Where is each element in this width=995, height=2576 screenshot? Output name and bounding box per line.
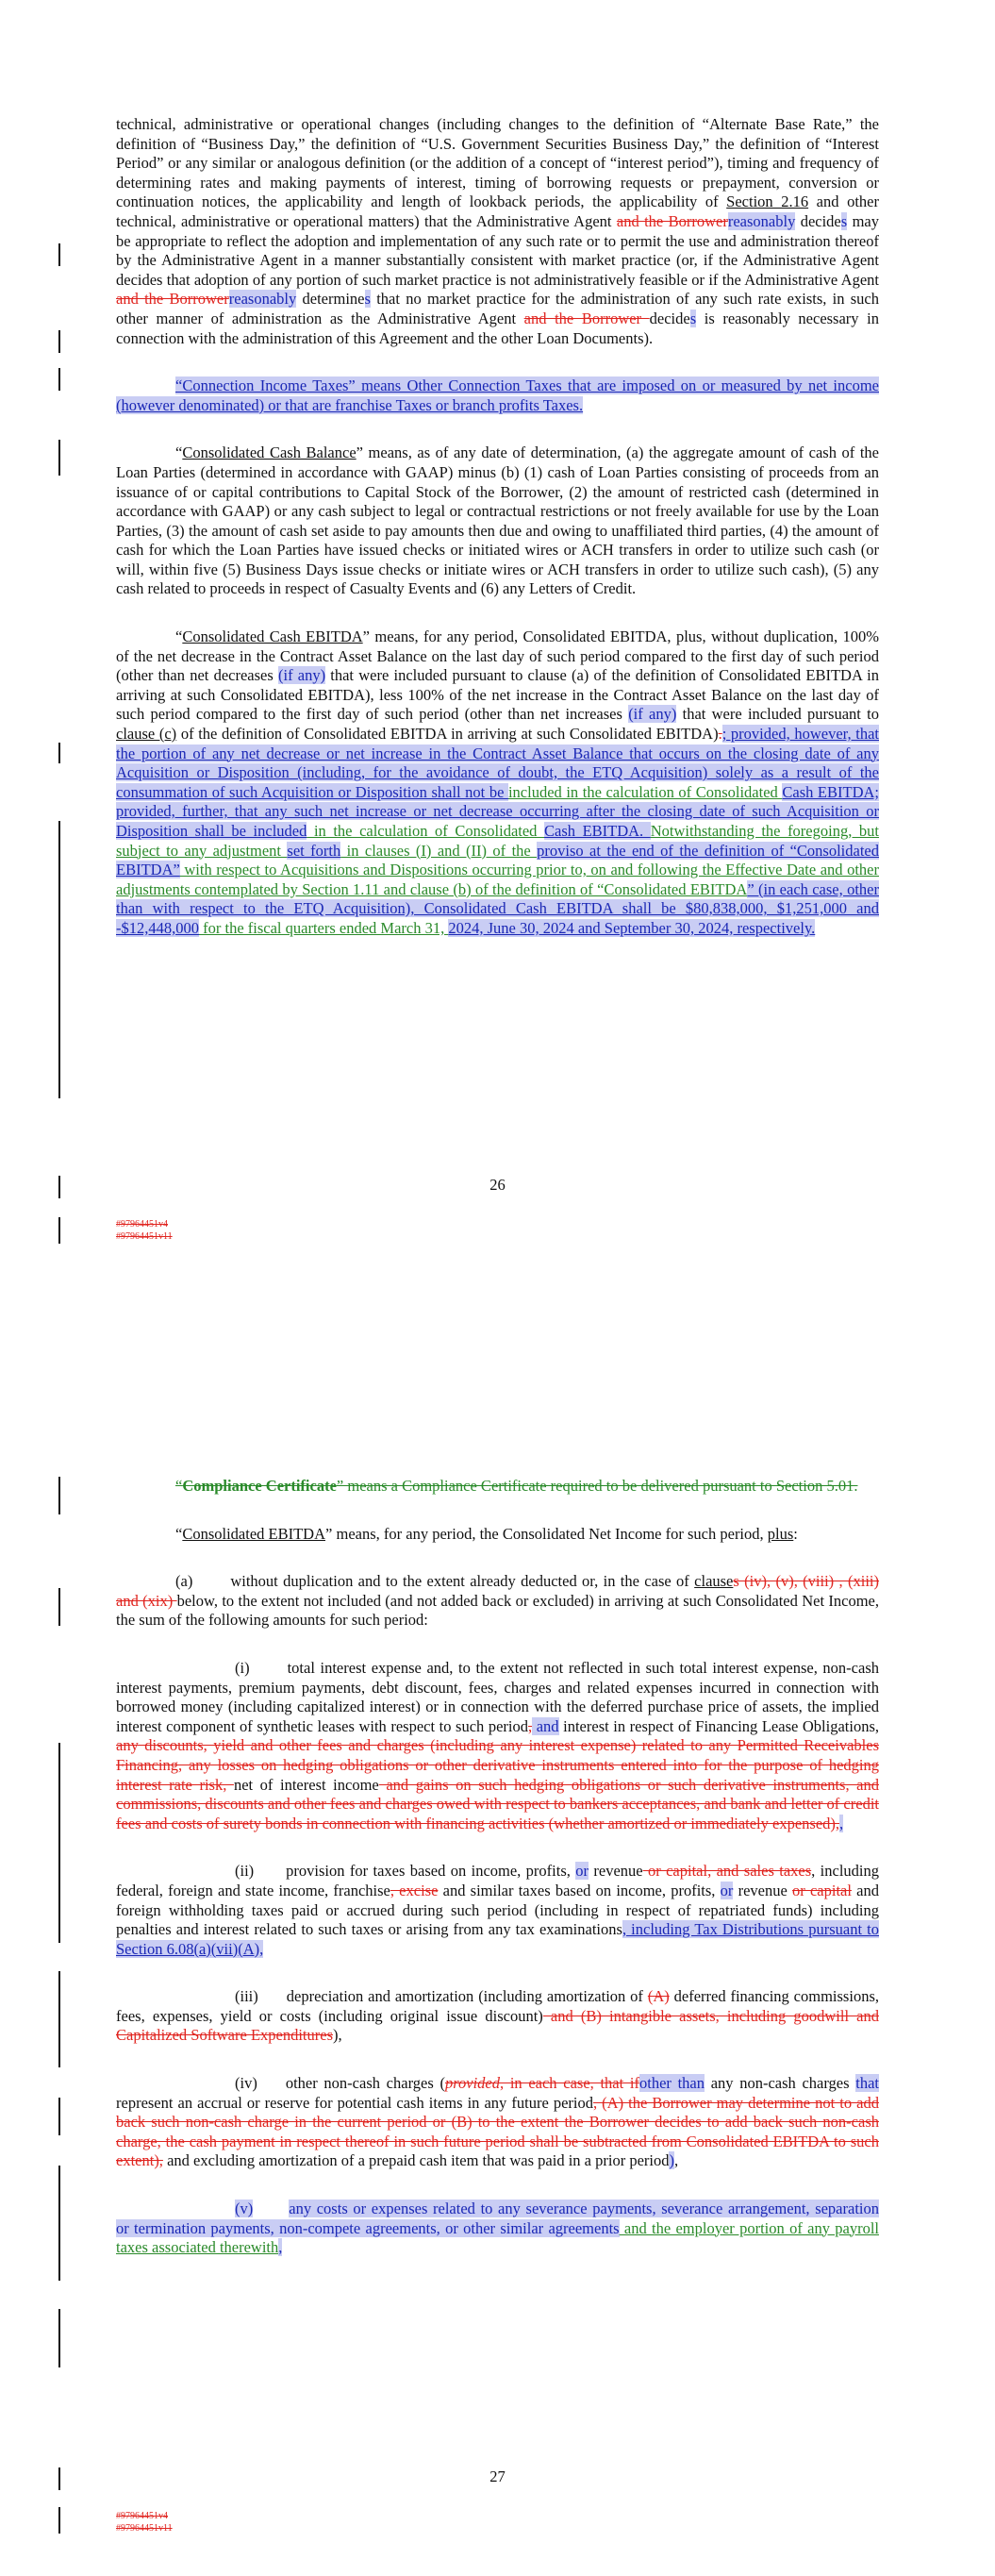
deletion: and the Borrower <box>523 309 650 327</box>
text: and excluding amortization of a prepaid cash item that was paid in a prior period <box>162 2151 670 2170</box>
insertion: (if any) <box>628 705 677 724</box>
text: below, to the extent not included (and not added back or excluded) in arriving at such Consolidated Net Income, the sum of the following amounts for such period: <box>116 1591 879 1630</box>
moved-text: included in the calculation of Consolidated <box>507 782 783 801</box>
document-id-old: #97964451v4 <box>116 1219 168 1229</box>
paragraph-benchmark-changes <box>116 115 879 348</box>
text: any non-cash charges <box>705 2074 856 2093</box>
definition-connection-income-taxes <box>116 376 879 415</box>
insertion: , <box>278 2238 283 2257</box>
change-bar <box>58 1588 60 1626</box>
moved-text: in the calculation of Consolidated <box>307 822 544 840</box>
text: clause <box>694 1572 734 1591</box>
text: of the definition of Consolidated EBITDA in arriving at such Consolidated EBITDA) <box>176 725 719 744</box>
text: decide <box>649 309 690 327</box>
document-id-old: #97964451v4 <box>116 2511 168 2521</box>
text: ” means, for any period, the Consolidated Net Income for such period, <box>325 1524 768 1543</box>
insertion: any costs or expenses related to any severance payments, severance arrangement, separation or termination payments, non-compete agreements, or other similar agreements <box>116 2200 879 2237</box>
defined-term: Consolidated Cash Balance <box>182 443 357 462</box>
clause-label: (ii) <box>235 1862 255 1881</box>
deletion: provided <box>444 2074 500 2093</box>
text: without duplication and to the extent already deducted or, in the case of <box>230 1572 695 1591</box>
text: and similar taxes based on income, profits, <box>438 1881 721 1899</box>
change-bar <box>58 368 60 391</box>
clause-label: (iv) <box>235 2074 257 2093</box>
insertion: s <box>364 290 371 309</box>
insertion: ” (in each case, other than with respect to the ETQ Acquisition), Consolidated Cash EBITDA shall be $80,838,000, $1,251,000 and -$12,448,000 <box>116 879 879 937</box>
change-bar <box>58 330 60 353</box>
insertion: set forth <box>287 841 341 860</box>
moved-text: for the fiscal quarters ended March 31, <box>199 918 449 937</box>
moved-text: and the employer portion of any payroll taxes associated therewith <box>116 2218 879 2257</box>
insertion: Cash EBITDA; provided, further, that any such net increase or net decrease occurring after the closing date of such Acquisition or Disposition shall be included <box>116 782 879 840</box>
insertion: reasonably <box>228 290 297 309</box>
deletion: or capital, and sales taxes <box>642 1862 812 1881</box>
deletion: , excise <box>390 1881 439 1899</box>
text: ), <box>333 2026 342 2045</box>
text: determine <box>296 290 365 309</box>
clause-label: (i) <box>235 1658 250 1677</box>
defined-term: Consolidated EBITDA <box>182 1524 326 1543</box>
deletion: “ <box>175 1477 183 1495</box>
change-bar <box>58 2166 60 2281</box>
deletion: and the Borrower <box>616 211 728 230</box>
clause-label: (a) <box>175 1572 193 1591</box>
insertion: “Connection Income Taxes” means Other Connection Taxes that are imposed on or measured by net income (however denominated) or that are franchise Taxes or branch profits Taxes. <box>116 376 879 414</box>
text: is reasonably necessary in connection with the administration of this Agreement and the other Loan Documents). <box>116 309 879 347</box>
moved-text: with respect to Acquisitions and Dispositions occurring prior to, on and following the Effective Date and other adjustments contemplated by Section 1.11 and clause (b) of the definition of “Consolidated EBITDA <box>116 861 879 898</box>
text: provision for taxes based on income, profits, <box>286 1862 576 1881</box>
text: decide <box>795 211 841 230</box>
insertion: or <box>575 1862 589 1881</box>
deletion: , in each case, that if <box>500 2074 639 2093</box>
text: “ <box>175 443 183 462</box>
clause-a-iv <box>116 2074 879 2171</box>
text: that no market practice for the administration of any such rate exists, in such other manner of administration as the Administrative Agent <box>116 290 880 327</box>
insertion: (if any) <box>277 666 326 685</box>
change-bar <box>58 2309 60 2367</box>
deletion: . <box>718 725 722 744</box>
page-27-body <box>116 1477 879 2286</box>
insertion: , <box>839 1814 844 1832</box>
change-bar <box>58 243 60 266</box>
defined-term: Consolidated Cash EBITDA <box>182 627 363 646</box>
text: technical, administrative or operational changes (including changes to the definition of “Alternate Base Rate,” the definition of “Business Day,” the definition of “U.S. Government Securities Business Day,” the definition of “Interest Period” or any similar or analogous definition (or the addition of a concept of “interest period”), timing and frequency of determining rates and making payments of interest, timing of borrowing requests or prepayment, conversion or continuation notices, the applicability and length of lookback periods, the applicability of <box>116 115 879 211</box>
clause-a-iii <box>116 1987 879 2046</box>
insertion: ; provided, however, that the portion of any net decrease or net increase in the Contract Asset Balance that occurs on the closing date of any Acquisition or Disposition (including, for the avoidance of doubt, the ETQ Acquisition) solely as a result of the consummation of such Acquisition or Disposition shall not be <box>116 725 879 801</box>
text: plus <box>767 1524 794 1543</box>
deletion: (A) <box>647 1987 670 2006</box>
text: represent an accrual or reserve for potential cash items in any future period <box>116 2093 593 2112</box>
page-number: 26 <box>489 1176 506 1194</box>
change-bar <box>58 440 60 476</box>
page-26-body <box>116 115 879 967</box>
insertion: or <box>720 1881 734 1899</box>
change-bar <box>58 821 60 1098</box>
deletion: and (B) intangible assets, including goodwill and Capitalized Software Expenditures <box>116 2006 879 2045</box>
text: may be appropriate to reflect the adoption and implementation of any such rate or to permit the use and administration thereof by the Administrative Agent in a manner substantially consistent with market practice (or, if the Administrative Agent decides that adoption of any portion of such market practice is not administratively feasible or if the Administrative Agent <box>116 211 879 289</box>
definition-compliance-certificate <box>116 1477 879 1497</box>
definition-consolidated-ebitda <box>116 1525 879 1545</box>
definition-consolidated-cash-balance <box>116 443 879 599</box>
text: that were included pursuant to <box>676 705 879 724</box>
deletion: any discounts, yield and other fees and charges (including any interest expense) related to any Permitted Receivables Financing, any losses on hedging obligations or other derivative instruments entered into for the purpose of hedging interest rate risk, <box>116 1736 879 1794</box>
text: revenue <box>589 1862 643 1881</box>
moved-text: Notwithstanding the foregoing, but subject to any adjustment <box>116 822 879 860</box>
insertion: and <box>532 1716 559 1735</box>
deletion: or capital <box>792 1881 852 1899</box>
insertion: reasonably <box>727 211 796 230</box>
section-reference: Section 2.16 <box>726 192 809 211</box>
deletion: , <box>528 1716 533 1735</box>
change-bar <box>58 743 60 763</box>
insertion: proviso at the end of the definition of “Consolidated EBITDA” <box>116 841 879 879</box>
text: , <box>673 2151 679 2170</box>
change-bar <box>58 2098 60 2135</box>
text: that were included pursuant to clause (a) of the definition of Consolidated EBITDA in arriving at such Consolidated EBITDA), less 100% of the net increase in the Contract Asset Balance on the last day of such period compared to the first day of such period (other than net increases <box>116 666 879 724</box>
change-bar <box>58 1217 60 1244</box>
clause-a-v <box>116 2200 879 2258</box>
clause-a-ii <box>116 1862 879 1959</box>
document-id-new: #97964451v11 <box>116 1231 173 1242</box>
change-bar <box>58 2507 60 2534</box>
clause-a <box>116 1572 879 1631</box>
deletion: and gains on such hedging obligations or such derivative instruments, and commissions, discounts and other fees and charges owed with respect to bankers acceptances, and bank and letter of credit fees and costs of surety bonds in connection with financing activities (whether amortized or immediately expensed), <box>116 1775 879 1832</box>
document-id-new: #97964451v11 <box>116 2523 173 2534</box>
text: total interest expense and, to the extent not reflected in such total interest expense, non-cash interest payments, premium payments, debt discount, fees, charges and related expenses incurred in connection with borrowed money (including capitalized interest) or in connection with the deferred purchase price of assets, the implied interest component of synthetic leases with respect to such period <box>116 1658 879 1735</box>
moved-text: in clauses (I) and (II) of the <box>340 841 538 860</box>
text: ” means, as of any date of determination, (a) the aggregate amount of cash of the Loan Parties (determined in accordance with GAAP) minus (b) (1) cash of Loan Parties consisting of proceeds from an issuance of or capital contributions to Capital Stock of the Borrower, (2) the amount of restricted cash (determined in accordance with GAAP) or any cash subject to legal or contractual restrictions or not freely available for use by the Loan Parties, (3) the amount of cash set aside to pay amounts then due and owing to unaffiliated third parties, (4) the amount of cash for which the Loan Parties have issued checks or initiated wires or ACH transfers in order to utilize such cash (or will, within five (5) Business Days issue checks or initiate wires or ACH transfers in order to utilize such cash), (5) any cash related to proceeds in respect of Casualty Events and (6) any Letters of Credit. <box>116 443 879 598</box>
insertion: 2024, June 30, 2024 and September 30, 2024, respectively. <box>448 918 816 937</box>
insertion: ) <box>669 2151 674 2170</box>
clause-label: (iii) <box>235 1987 258 2006</box>
page-number: 27 <box>489 2467 506 2485</box>
text: depreciation and amortization (including amortization of <box>286 1987 648 2006</box>
text: : <box>793 1524 798 1543</box>
definition-consolidated-cash-ebitda <box>116 627 879 939</box>
text: “ <box>175 627 183 646</box>
text: and other technical, administrative or operational matters) that the Administrative Agent <box>116 192 879 230</box>
insertion: other than <box>638 2074 705 2093</box>
change-bar <box>58 1477 60 1514</box>
insertion: that <box>855 2074 879 2093</box>
text: interest in respect of Financing Lease Obligations, <box>558 1716 880 1735</box>
deletion: s (iv), (v), (viii) , (xiii) and (xix) <box>116 1572 880 1610</box>
page-27 <box>0 1288 995 2576</box>
text: revenue <box>733 1881 793 1899</box>
insertion: s <box>689 309 697 327</box>
deletion: ” means a Compliance Certificate required to be delivered pursuant to Section 5.01. <box>336 1477 858 1495</box>
text: and foreign withholding taxes paid or accrued during such period (including in respect of repatriated funds) including penalties and interest related to such taxes or arising from any tax examinations <box>116 1881 880 1939</box>
change-bar <box>58 1971 60 2067</box>
insertion: Cash EBITDA. <box>544 822 651 840</box>
clause-label: (v) <box>235 2200 254 2218</box>
text: other non-cash charges ( <box>285 2074 445 2093</box>
text: net of interest income <box>233 1775 379 1794</box>
clause-a-i <box>116 1659 879 1833</box>
text: , including federal, foreign and state income, franchise <box>116 1862 879 1899</box>
deletion: , (A) the Borrower may determine not to add back such non-cash charge in the current period or (B) to the extent the Borrower decides to add back such non-cash charge, the cash payment in respect thereof in such future period shall be subtracted from Consolidated EBITDA to such extent), <box>116 2093 879 2170</box>
text: ” means, for any period, Consolidated EBITDA, plus, without duplication, 100% of the net decrease in the Contract Asset Balance on the last day of such period compared to the first day of such period (other than net decreases <box>116 627 879 685</box>
text: “ <box>175 1524 183 1543</box>
deletion: Compliance Certificate <box>182 1477 337 1495</box>
text: deferred financing commissions, fees, expenses, yield or costs (including original issue discount) <box>116 1987 879 2025</box>
change-bar <box>58 1743 60 1943</box>
deletion: and the Borrower <box>116 290 229 309</box>
insertion: , including Tax Distributions pursuant to Section 6.08(a)(vii)(A), <box>116 1920 879 1958</box>
clause-reference: clause (c) <box>116 725 177 744</box>
insertion: s <box>840 211 848 230</box>
